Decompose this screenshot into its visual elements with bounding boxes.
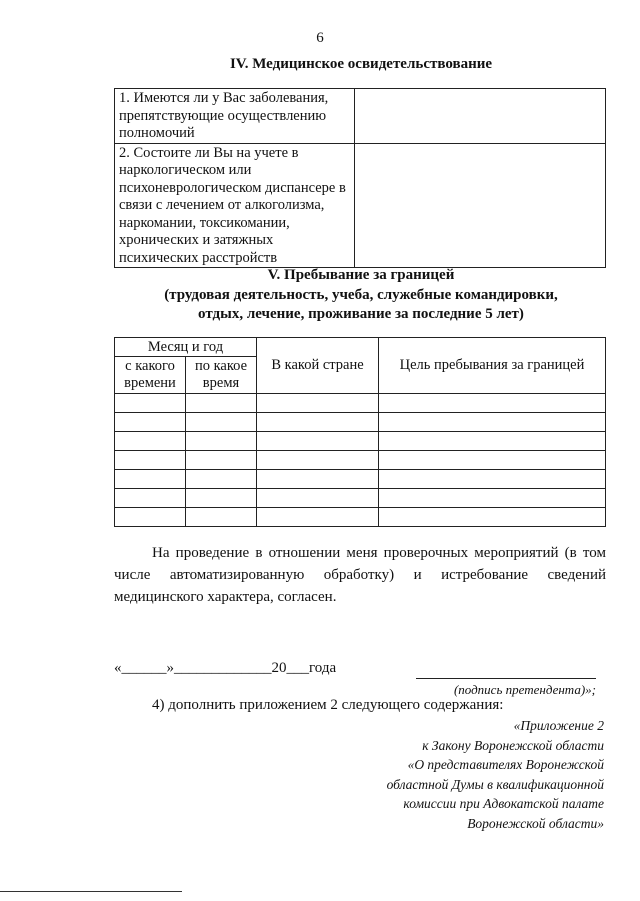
appendix-line: к Закону Воронежской области — [422, 737, 604, 753]
cell-country[interactable] — [257, 489, 379, 508]
cell-from[interactable] — [115, 508, 186, 527]
cell-from[interactable] — [115, 489, 186, 508]
cell-purpose[interactable] — [379, 489, 606, 508]
cell-from[interactable] — [115, 470, 186, 489]
table-row — [115, 89, 606, 144]
cell-purpose[interactable] — [379, 508, 606, 527]
cell-country[interactable] — [257, 394, 379, 413]
header-purpose: Цель пребывания за границей — [379, 338, 606, 394]
table-row — [115, 432, 606, 451]
question-2: 2. Состоите ли Вы на учете в наркологическом или психоневрологическом диспансере в связи с лечением от алкоголизма, наркомании, токсикомании, хронических и затяжных психических расстройств — [115, 143, 355, 268]
cell-to[interactable] — [186, 489, 257, 508]
medical-table — [114, 88, 606, 268]
appendix-line: комиссии при Адвокатской палате — [403, 796, 604, 811]
appendix-line: Воронежской области» — [467, 815, 604, 831]
cell-to[interactable] — [186, 413, 257, 432]
table-row — [115, 451, 606, 470]
section5-subtitle-2: отдых, лечение, проживание за последние 5 лет) — [198, 306, 524, 322]
cell-from[interactable] — [115, 394, 186, 413]
cell-to[interactable] — [186, 451, 257, 470]
table-row — [115, 413, 606, 432]
appendix-line: областной Думы в квалификационной — [386, 776, 604, 792]
cell-from[interactable] — [115, 451, 186, 470]
cell-purpose[interactable] — [379, 470, 606, 489]
cell-to[interactable] — [186, 508, 257, 527]
appendix-block — [304, 716, 604, 833]
cell-country[interactable] — [257, 432, 379, 451]
cell-to[interactable] — [186, 470, 257, 489]
header-to: по какое время — [186, 357, 257, 394]
cell-country[interactable] — [257, 413, 379, 432]
cell-country[interactable] — [257, 508, 379, 527]
date-line: «______»_____________20___года — [114, 660, 337, 676]
page-number: 6 — [316, 30, 324, 46]
item-4-text: 4) дополнить приложением 2 следующего содержания: — [152, 697, 504, 713]
signature-underline[interactable] — [416, 678, 596, 679]
header-month-year: Месяц и год — [115, 338, 257, 357]
cell-from[interactable] — [115, 413, 186, 432]
footnote-divider — [0, 891, 182, 892]
cell-to[interactable] — [186, 432, 257, 451]
cell-from[interactable] — [115, 432, 186, 451]
cell-purpose[interactable] — [379, 432, 606, 451]
cell-purpose[interactable] — [379, 394, 606, 413]
appendix-line: «О представителях Воронежской — [407, 757, 604, 772]
table-row — [115, 489, 606, 508]
cell-purpose[interactable] — [379, 413, 606, 432]
cell-country[interactable] — [257, 470, 379, 489]
consent-paragraph: На проведение в отношении меня проверочных мероприятий (в том числе автоматизированную обработку) и истребование сведений медицинского характера, согласен. — [114, 545, 606, 605]
signature-caption: (подпись претендента)»; — [453, 682, 596, 697]
section4-title: IV. Медицинское освидетельствование — [229, 56, 493, 72]
appendix-line: «Приложение 2 — [513, 718, 604, 733]
table-row — [115, 470, 606, 489]
answer-1-field[interactable] — [355, 89, 606, 144]
cell-country[interactable] — [257, 451, 379, 470]
table-row — [115, 143, 606, 268]
answer-2-field[interactable] — [355, 143, 606, 268]
header-from: с какого времени — [115, 357, 186, 394]
cell-purpose[interactable] — [379, 451, 606, 470]
question-1: 1. Имеются ли у Вас заболевания, препятствующие осуществлению полномочий — [115, 89, 355, 144]
abroad-table — [114, 337, 606, 527]
cell-to[interactable] — [186, 394, 257, 413]
table-row — [115, 394, 606, 413]
section5-title: V. Пребывание за границей — [267, 267, 455, 283]
section5-subtitle-1: (трудовая деятельность, учеба, служебные командировки, — [164, 287, 558, 303]
header-country: В какой стране — [257, 338, 379, 394]
table-row — [115, 508, 606, 527]
